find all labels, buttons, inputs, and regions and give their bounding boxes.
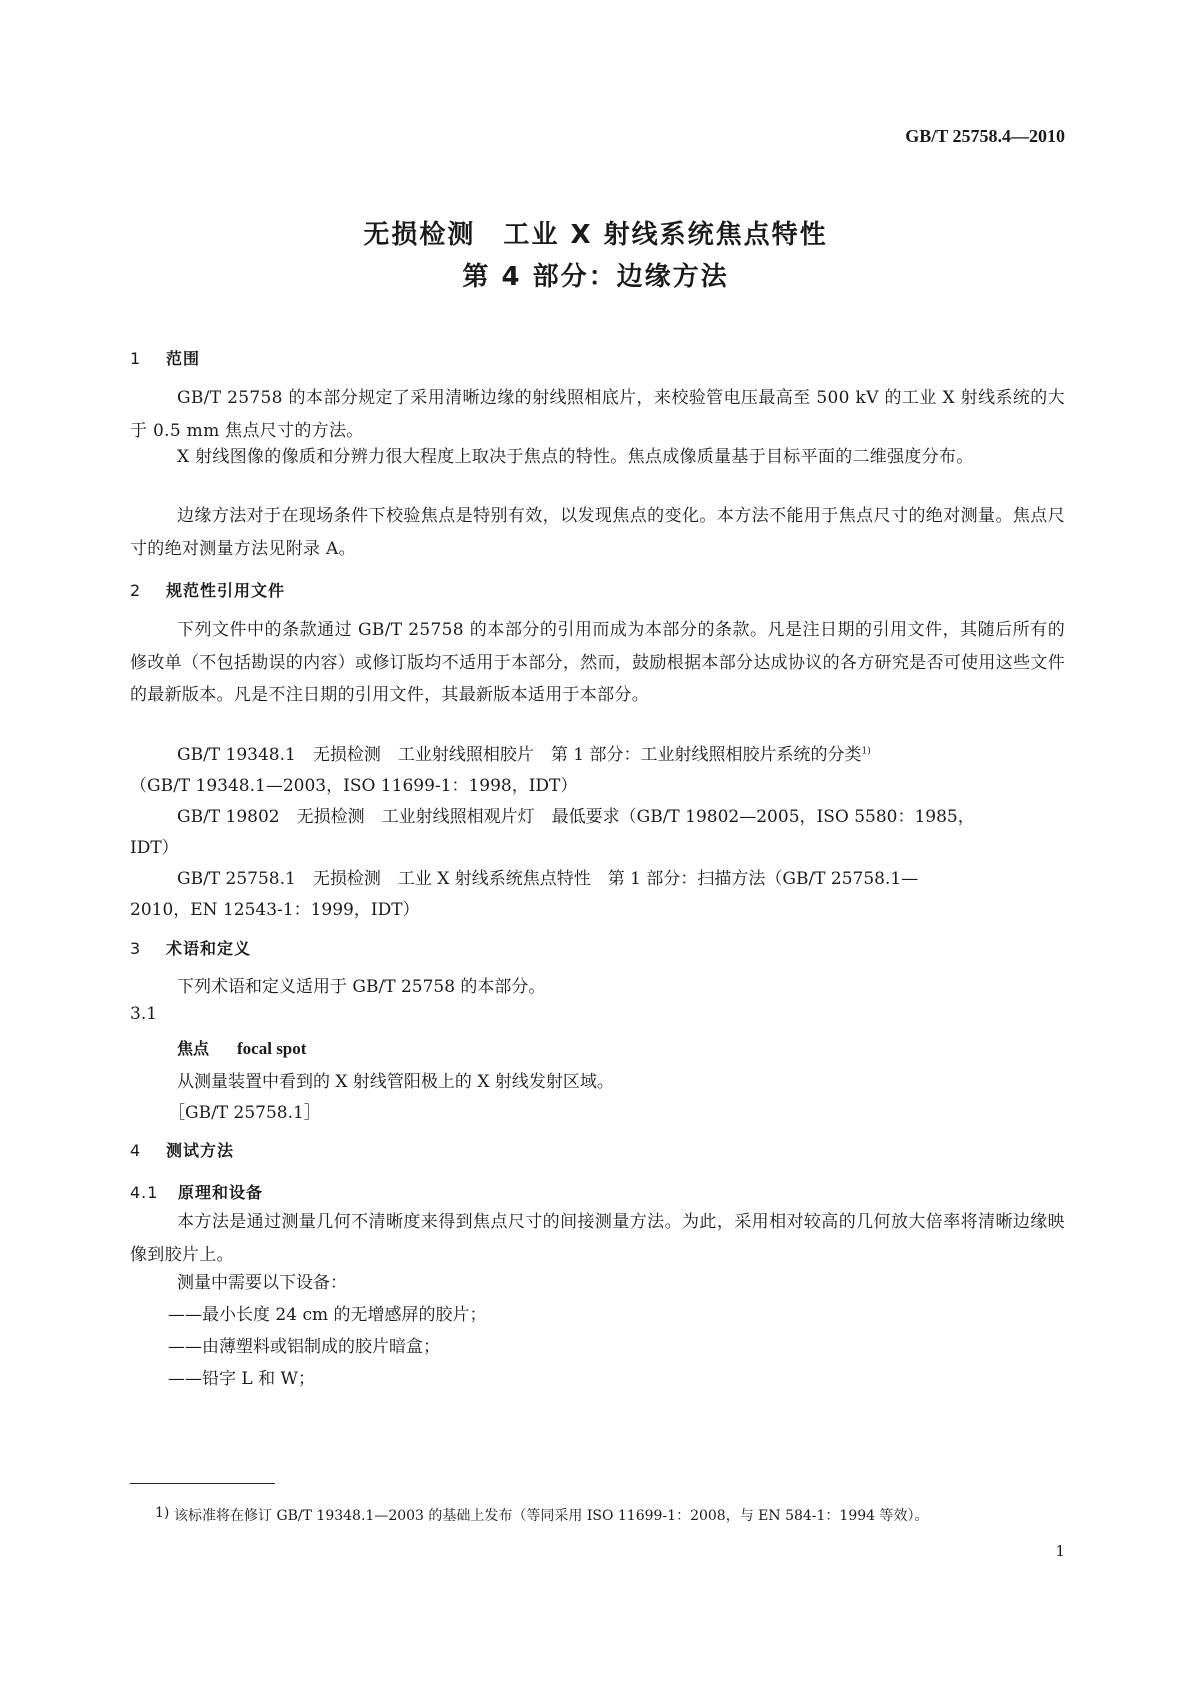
standard-code: GB/T 25758.4—2010 [905, 126, 1065, 146]
term-english: focal spot [237, 1039, 307, 1058]
subsection-title: 原理和设备 [178, 1183, 264, 1202]
footnote-number: 1) [155, 1505, 170, 1521]
footnote [155, 1505, 929, 1525]
section-1-paragraph-3: 边缘方法对于在现场条件下校验焦点是特别有效，以发现焦点的变化。本方法不能用于焦点尺寸的绝对测量。焦点尺寸的绝对测量方法见附录 A。 [130, 506, 1065, 559]
equipment-item: ——最小长度 24 cm 的无增感屏的胶片； [168, 1305, 487, 1325]
equipment-item: ——铅字 L 和 W； [168, 1369, 315, 1389]
reference-text: GB/T 19348.1 无损检测 工业射线照相胶片 第 1 部分：工业射线照相胶片系统的分类 [177, 745, 862, 765]
section-title: 范围 [166, 349, 201, 368]
section-2-intro: 下列文件中的条款通过 GB/T 25758 的本部分的引用而成为本部分的条款。凡是注日期的引用文件，其随后所有的修改单（不包括勘误的内容）或修订版均不适用于本部分，然而，鼓励根据本部分达成协议的各方研究是否可使用这些文件的最新版本。凡是不注日期的引用文件，其最新版本适用于本部分。 [130, 620, 1065, 705]
section-3-heading [130, 936, 251, 959]
term-number: 3.1 [130, 1004, 158, 1024]
subsection-4-1-paragraph: 本方法是通过测量几何不清晰度来得到焦点尺寸的间接测量方法。为此，采用相对较高的几何放大倍率将清晰边缘映像到胶片上。 [130, 1212, 1065, 1265]
term-heading [177, 1036, 306, 1059]
subsection-number: 4.1 [130, 1183, 159, 1202]
section-1-heading [130, 346, 200, 369]
title-line-2: 第 4 部分：边缘方法 [462, 262, 729, 292]
term-definition: 从测量装置中看到的 X 射线管阳极上的 X 射线发射区域。 [177, 1072, 614, 1092]
section-3-intro: 下列术语和定义适用于 GB/T 25758 的本部分。 [177, 977, 546, 997]
subsection-4-1-heading [130, 1180, 263, 1203]
section-title: 规范性引用文件 [166, 581, 286, 600]
section-number: 3 [130, 939, 142, 958]
term-chinese: 焦点 [177, 1039, 210, 1058]
section-1-paragraph-2: X 射线图像的像质和分辨力很大程度上取决于焦点的特性。焦点成像质量基于目标平面的二维强度分布。 [177, 447, 974, 467]
section-number: 1 [130, 349, 142, 368]
footnote-text: 该标准将在修订 GB/T 19348.1—2003 的基础上发布（等同采用 ISO 11699-1：2008，与 EN 584-1：1994 等效）。 [174, 1508, 929, 1524]
reference-3: GB/T 25758.1 无损检测 工业 X 射线系统焦点特性 第 1 部分：扫描方法（GB/T 25758.1— [177, 869, 919, 889]
reference-1-continued: （GB/T 19348.1—2003，ISO 11699-1：1998，IDT） [130, 776, 578, 796]
reference-3-continued: 2010，EN 12543-1：1999，IDT） [130, 900, 420, 920]
section-title: 术语和定义 [166, 939, 252, 958]
footnote-marker: 1) [861, 746, 871, 757]
section-number: 4 [130, 1141, 142, 1160]
section-1-paragraph-1: GB/T 25758 的本部分规定了采用清晰边缘的射线照相底片，来校验管电压最高至 500 kV 的工业 X 射线系统的大于 0.5 mm 焦点尺寸的方法。 [130, 388, 1065, 441]
equipment-item: ——由薄塑料或铝制成的胶片暗盒； [168, 1337, 440, 1357]
footnote-divider [130, 1483, 275, 1484]
page-number: 1 [1055, 1542, 1065, 1560]
section-2-heading [130, 578, 285, 601]
title-line-1: 无损检测 工业 X 射线系统焦点特性 [363, 220, 828, 250]
reference-1 [177, 740, 871, 765]
reference-2-continued: IDT） [130, 838, 179, 858]
equipment-intro: 测量中需要以下设备： [177, 1273, 347, 1293]
section-4-heading [130, 1138, 234, 1161]
term-source: ［GB/T 25758.1］ [168, 1103, 321, 1123]
section-number: 2 [130, 581, 142, 600]
section-title: 测试方法 [166, 1141, 235, 1160]
reference-2: GB/T 19802 无损检测 工业射线照相观片灯 最低要求（GB/T 19802—2005，ISO 5580：1985， [177, 807, 975, 827]
